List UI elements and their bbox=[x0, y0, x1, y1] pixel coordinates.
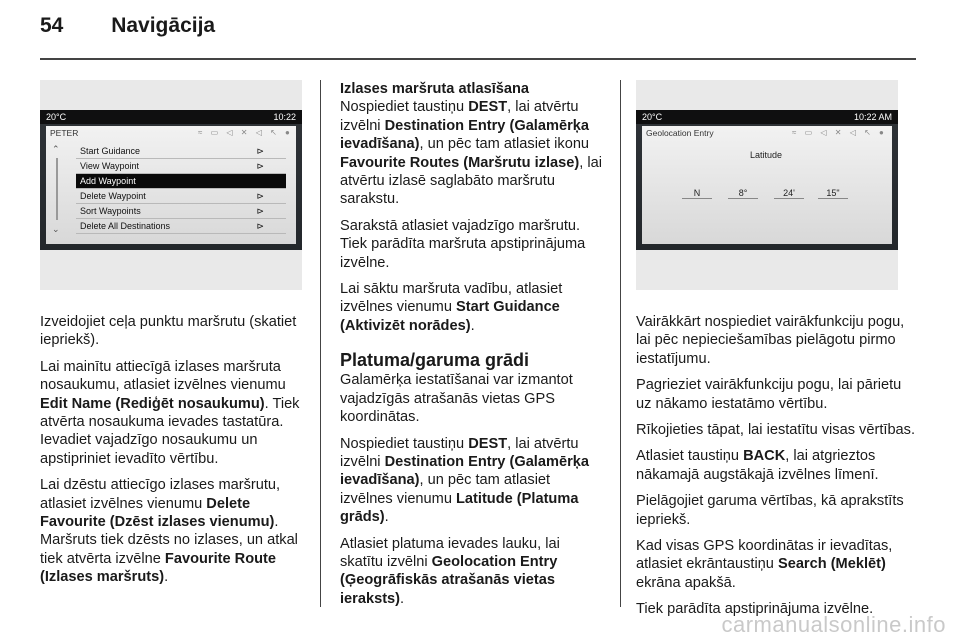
paragraph bbox=[636, 492, 916, 529]
scroll-up-icon[interactable]: ⌃ bbox=[52, 144, 60, 154]
text: Tiek parādīta apstiprinājuma izvēlne. bbox=[636, 601, 874, 618]
text: . Tiek atvērta nosaukuma ievades tastatūra. Ievadiet vajadzīgo nosaukumu un apstipriniet ievadīto vērtību. bbox=[40, 395, 300, 467]
status-bar bbox=[40, 110, 302, 124]
text: ekrāna apakšā. bbox=[636, 574, 736, 591]
bold-term: Izlases maršruta atlasīšana bbox=[340, 81, 530, 97]
section-heading: Platuma/garuma grādi bbox=[340, 350, 530, 371]
status-icons: ≈ ▭ ◁ ✕ ◁ ↖ ● bbox=[198, 128, 293, 137]
bold-term: Latitude (Platuma grāds) bbox=[340, 490, 579, 526]
menu-item[interactable] bbox=[76, 159, 286, 174]
bold-term: Edit Name (Rediģēt nosaukumu) bbox=[40, 395, 265, 412]
menu-item-label: Delete All Destinations bbox=[80, 221, 171, 231]
paragraph bbox=[340, 535, 604, 609]
screenshot-geolocation-entry bbox=[636, 80, 898, 290]
paragraph bbox=[636, 537, 916, 592]
text: Lai mainītu attiecīgā izlases maršruta nosaukumu, atlasiet izvēlnes vienumu bbox=[40, 358, 286, 394]
seconds-field[interactable]: 15" bbox=[818, 188, 848, 199]
column-2-text bbox=[340, 80, 604, 616]
bold-term: Geolocation Entry (Ģeogrāfiskās atrašanās vietas ieraksts) bbox=[340, 553, 558, 607]
text: Izveidojiet ceļa punktu maršrutu (skatiet iepriekš). bbox=[40, 314, 297, 349]
menu-item-label: Start Guidance bbox=[80, 146, 141, 156]
text: Nospiediet taustiņu bbox=[340, 99, 469, 116]
temperature: 20°C bbox=[46, 112, 67, 122]
clock: 10:22 AM bbox=[853, 112, 892, 122]
paragraph bbox=[340, 371, 604, 426]
panel-title: Geolocation Entry bbox=[646, 128, 714, 138]
header-rule bbox=[40, 58, 916, 60]
menu-item-label: Delete Waypoint bbox=[80, 191, 146, 201]
paragraph bbox=[40, 313, 306, 350]
text: . Maršruts tiek dzēsts no izlases, un atkal tiek atvērta izvēlne bbox=[40, 514, 298, 567]
text: Pagrieziet vairākfunkciju pogu, lai pārietu uz nākamo iestatāmo vērtību. bbox=[636, 377, 902, 412]
chevron-right-icon: ⊳ bbox=[256, 206, 264, 216]
paragraph bbox=[636, 376, 916, 413]
paragraph bbox=[340, 435, 604, 527]
bold-term: Favourite Route (Izlases maršruts) bbox=[40, 550, 277, 586]
watermark: carmanualsonline.info bbox=[721, 612, 946, 637]
text: , lai atvērtu izvēlni bbox=[340, 99, 579, 134]
infotainment-screen bbox=[40, 110, 302, 250]
paragraph bbox=[40, 358, 306, 468]
text: . bbox=[470, 317, 475, 334]
bold-term: Delete Favourite (Dzēst izlases vienumu) bbox=[40, 495, 275, 531]
bold-term: BACK bbox=[743, 448, 786, 465]
menu-item[interactable] bbox=[76, 204, 286, 219]
bold-term: DEST bbox=[468, 435, 508, 452]
text: Atlasiet taustiņu bbox=[636, 448, 744, 465]
chevron-right-icon: ⊳ bbox=[256, 191, 264, 201]
paragraph bbox=[636, 447, 916, 484]
subsection-title bbox=[340, 80, 604, 98]
paragraph bbox=[636, 313, 916, 368]
menu-item-label: View Waypoint bbox=[80, 161, 140, 171]
text: Sarakstā atlasiet vajadzīgo maršrutu. Tiek parādīta maršruta apstiprinājuma izvēlne. bbox=[340, 217, 586, 271]
text: , un pēc tam atlasiet izvēlnes vienumu bbox=[340, 472, 551, 507]
text: , lai atvērtu izvēlni bbox=[340, 435, 579, 470]
column-divider-left bbox=[320, 80, 321, 607]
bold-term: Search (Meklēt) bbox=[777, 556, 886, 573]
page-title: Navigācija bbox=[111, 14, 216, 37]
degrees-field[interactable]: 8° bbox=[728, 188, 758, 199]
text: . bbox=[384, 509, 389, 526]
menu-panel bbox=[46, 126, 296, 244]
chevron-right-icon: ⊳ bbox=[256, 146, 264, 156]
text: Pielāgojiet garuma vērtības, kā aprakstīts iepriekš. bbox=[636, 493, 904, 528]
text: Lai dzēstu attiecīgo izlases maršrutu, atlasiet izvēlnes vienumu bbox=[40, 477, 281, 512]
text: , lai atvērtu izlasē saglabāto maršrutu sarakstu. bbox=[340, 154, 602, 208]
text: Rīkojieties tāpat, lai iestatītu visas vērtības. bbox=[636, 422, 916, 439]
minutes-field[interactable]: 24' bbox=[774, 188, 804, 199]
menu-item[interactable] bbox=[76, 189, 286, 204]
text: Vairākkārt nospiediet vairākfunkciju pogu, lai pēc nepieciešamības pielāgotu pirmo iestatījumu. bbox=[636, 314, 905, 367]
bold-term: Start Guidance (Aktivizēt norādes) bbox=[340, 299, 560, 334]
status-bar bbox=[636, 110, 898, 124]
chevron-right-icon: ⊳ bbox=[256, 161, 264, 171]
menu-item[interactable] bbox=[76, 219, 286, 234]
scrollbar[interactable] bbox=[56, 158, 58, 220]
status-icons: ≈ ▭ ◁ ✕ ◁ ↖ ● bbox=[792, 128, 887, 137]
text: Atlasiet platuma ievades lauku, lai skatītu izvēlni bbox=[340, 535, 560, 570]
hemisphere-field[interactable]: N bbox=[682, 188, 712, 199]
bold-term: Destination Entry (Galamērķa ievadīšana) bbox=[340, 453, 589, 489]
text: , un pēc tam atlasiet ikonu bbox=[419, 136, 590, 153]
text: Nospiediet taustiņu bbox=[340, 435, 469, 452]
text: , lai atgrieztos nākamajā augstākajā izvēlnes līmenī. bbox=[636, 448, 879, 483]
menu-item-label: Sort Waypoints bbox=[80, 206, 141, 216]
bold-term: Favourite Routes (Maršrutu izlase) bbox=[340, 154, 580, 171]
paragraph bbox=[340, 98, 604, 208]
text: Kad visas GPS koordinātas ir ievadītas, atlasiet ekrāntaustiņu bbox=[636, 538, 893, 573]
column-divider-right bbox=[620, 80, 621, 607]
column-3-text bbox=[636, 313, 916, 627]
paragraph bbox=[636, 421, 916, 439]
bold-term: DEST bbox=[468, 99, 508, 116]
geolocation-panel bbox=[642, 126, 892, 244]
clock: 10:22 bbox=[273, 112, 296, 122]
paragraph bbox=[40, 476, 306, 586]
menu-item[interactable] bbox=[76, 144, 286, 159]
menu-item-selected[interactable] bbox=[76, 174, 286, 189]
bold-term: Destination Entry (Galamērķa ievadīšana) bbox=[340, 117, 589, 153]
paragraph bbox=[340, 217, 604, 272]
infotainment-screen bbox=[636, 110, 898, 250]
chevron-right-icon: ⊳ bbox=[256, 221, 264, 231]
text: Lai sāktu maršruta vadību, atlasiet izvēlnes vienumu bbox=[340, 281, 563, 316]
text: . bbox=[400, 590, 405, 607]
paragraph bbox=[340, 280, 604, 335]
text: . bbox=[164, 569, 169, 586]
page-header bbox=[40, 14, 215, 38]
latitude-label: Latitude bbox=[750, 150, 783, 160]
column-1-text bbox=[40, 313, 306, 595]
menu-item-label: Add Waypoint bbox=[80, 176, 136, 186]
menu-title: PETER bbox=[50, 128, 79, 138]
scroll-down-icon[interactable]: ⌄ bbox=[52, 224, 60, 234]
text: Galamērķa iestatīšanai var izmantot vajadzīgās atrašanās vietas GPS koordinātas. bbox=[340, 372, 573, 426]
temperature: 20°C bbox=[642, 112, 663, 122]
screenshot-waypoint-menu bbox=[40, 80, 302, 290]
page-number: 54 bbox=[40, 14, 64, 37]
